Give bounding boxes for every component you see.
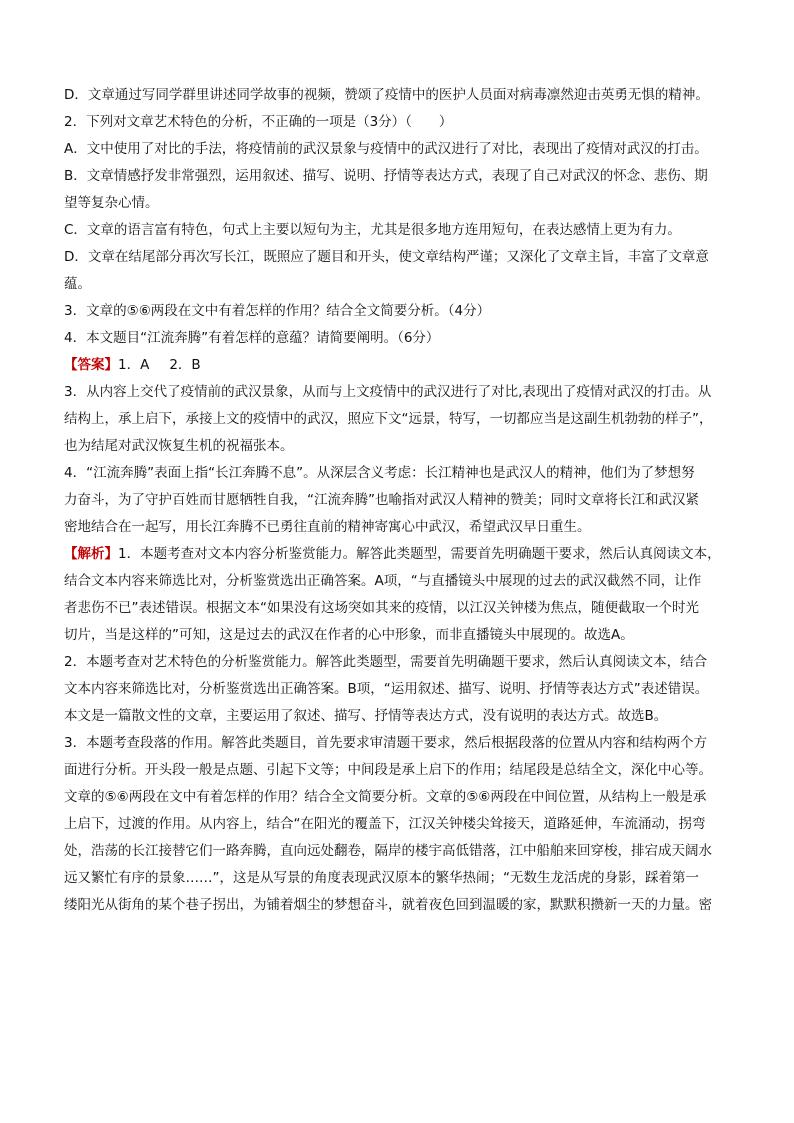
answer-text-line: 也为结尾对武汉恢复生机的祝福张本。 (64, 438, 294, 454)
analysis-first-line: 1．本题考查对文本内容分析鉴赏能力。解答此类题型，需要首先明确题干要求，然后认真阅读文本， (118, 546, 721, 562)
analysis-heading (64, 541, 732, 568)
document-page (64, 82, 732, 919)
question-text-line: D．文章在结尾部分再次写长江，既照应了题目和开头，使文章结构严谨；又深化了文章主旨，丰富了文章意 (64, 249, 709, 265)
question-text-line: 蕴。 (64, 276, 91, 292)
question-text-line: D．文章通过写同学群里讲述同学故事的视频，赞颂了疫情中的医护人员面对病毒凛然迎击英勇无惧的精神。 (64, 87, 709, 103)
analysis-text-line: 远又繁忙有序的景象……”，这是从写景的角度表现武汉原本的繁华热闹；“无数生龙活虎的身影，踩着第一 (64, 870, 699, 886)
question-text-line: 4．本文题目“江流奔腾”有着怎样的意蕴？请简要阐明。（6分） (64, 330, 440, 346)
analysis-text-line: 结合文本内容来筛选比对，分析鉴赏选出正确答案。A项，“与直播镜头中展现的过去的武汉截然不同，让作 (64, 573, 702, 589)
question-text-line: 2．下列对文章艺术特色的分析，不正确的一项是（3分）（ ） (64, 114, 453, 130)
answer-text-line: 力奋斗，为了守护百姓而甘愿牺牲自我，“江流奔腾”也喻指对武汉人精神的赞美；同时文章将长江和武汉紧 (64, 492, 699, 508)
analysis-text-line: 本文是一篇散文性的文章，主要运用了叙述、描写、抒情等表达方式，没有说明的表达方式。故选B。 (64, 708, 668, 724)
question-text-line: 3．文章的⑤⑥两段在文中有着怎样的作用？结合全文简要分析。（4分） (64, 303, 491, 319)
analysis-text-line: 处，浩荡的长江接替它们一路奔腾，直向远处翻卷，隔岸的楼宇高低错落，江中船舶来回穿梭，排宕成天阔水 (64, 843, 712, 859)
analysis-tag: 【解析】 (64, 546, 118, 562)
answer-text-line: 密地结合在一起写，用长江奔腾不已勇往直前的精神寄寓心中武汉，希望武汉早日重生。 (64, 519, 591, 535)
question-text-line: B．文章情感抒发非常强烈，运用叙述、描写、说明、抒情等表达方式，表现了自己对武汉的怀念、悲伤、期 (64, 168, 708, 184)
answer-tag: 【答案】 (64, 357, 118, 373)
answer-text-line: 3．从内容上交代了疫情前的武汉景象，从而与上文疫情中的武汉进行了对比,表现出了疫情对武汉的打击。从 (64, 384, 712, 400)
analysis-text-line: 缕阳光从街角的某个巷子拐出，为铺着烟尘的梦想奋斗，就着夜色回到温暖的家，默默积攒新一天的力量。密 (64, 897, 712, 913)
analysis-text-line: 者悲伤不已”表述错误。根据文本“如果没有这场突如其来的疫情，以江汉关钟楼为焦点，随便截取一个时光 (64, 600, 699, 616)
analysis-text-line: 面进行分析。开头段一般是点题、引起下文等；中间段是承上启下的作用；结尾段是总结全文，深化中心等。 (64, 762, 712, 778)
answer-1: 1．A (118, 357, 150, 373)
analysis-text-line: 2．本题考查对艺术特色的分析鉴赏能力。解答此类题型，需要首先明确题干要求，然后认真阅读文本，结合 (64, 654, 708, 670)
answer-heading (64, 352, 732, 379)
analysis-text-line: 上启下，过渡的作用。从内容上，结合“在阳光的覆盖下，江汉关钟楼尖耸接天，道路延伸，车流涌动，拐弯 (64, 816, 706, 832)
question-text-line: C．文章的语言富有特色，句式上主要以短句为主，尤其是很多地方连用短句，在表达感情上更为有力。 (64, 222, 681, 238)
answer-2: 2．B (169, 357, 201, 373)
answer-text-line: 结构上，承上启下，承接上文的疫情中的武汉，照应下文“远景，特写，一切都应当是这副生机勃勃的样子”， (64, 411, 713, 427)
analysis-text-line: 文章的⑤⑥两段在文中有着怎样的作用？结合全文简要分析。文章的⑤⑥两段在中间位置，从结构上一般是承 (64, 789, 707, 805)
question-text-line: A．文中使用了对比的手法，将疫情前的武汉景象与疫情中的武汉进行了对比，表现出了疫情对武汉的打击。 (64, 141, 708, 157)
analysis-text-line: 文本内容来筛选比对，分析鉴赏选出正确答案。B项，“运用叙述、描写、说明、抒情等表达方式”表述错误。 (64, 681, 709, 697)
question-text-line: 望等复杂心情。 (64, 195, 159, 211)
analysis-text-line: 切片，当是这样的”可知，这是过去的武汉在作者的心中形象，而非直播镜头中展现的。故选A。 (64, 627, 634, 643)
answer-text-line: 4．“江流奔腾”表面上指“长江奔腾不息”。从深层含义考虑：长江精神也是武汉人的精神，他们为了梦想努 (64, 465, 695, 481)
analysis-text-line: 3．本题考查段落的作用。解答此类题目，首先要求审清题干要求，然后根据段落的位置从内容和结构两个方 (64, 735, 708, 751)
